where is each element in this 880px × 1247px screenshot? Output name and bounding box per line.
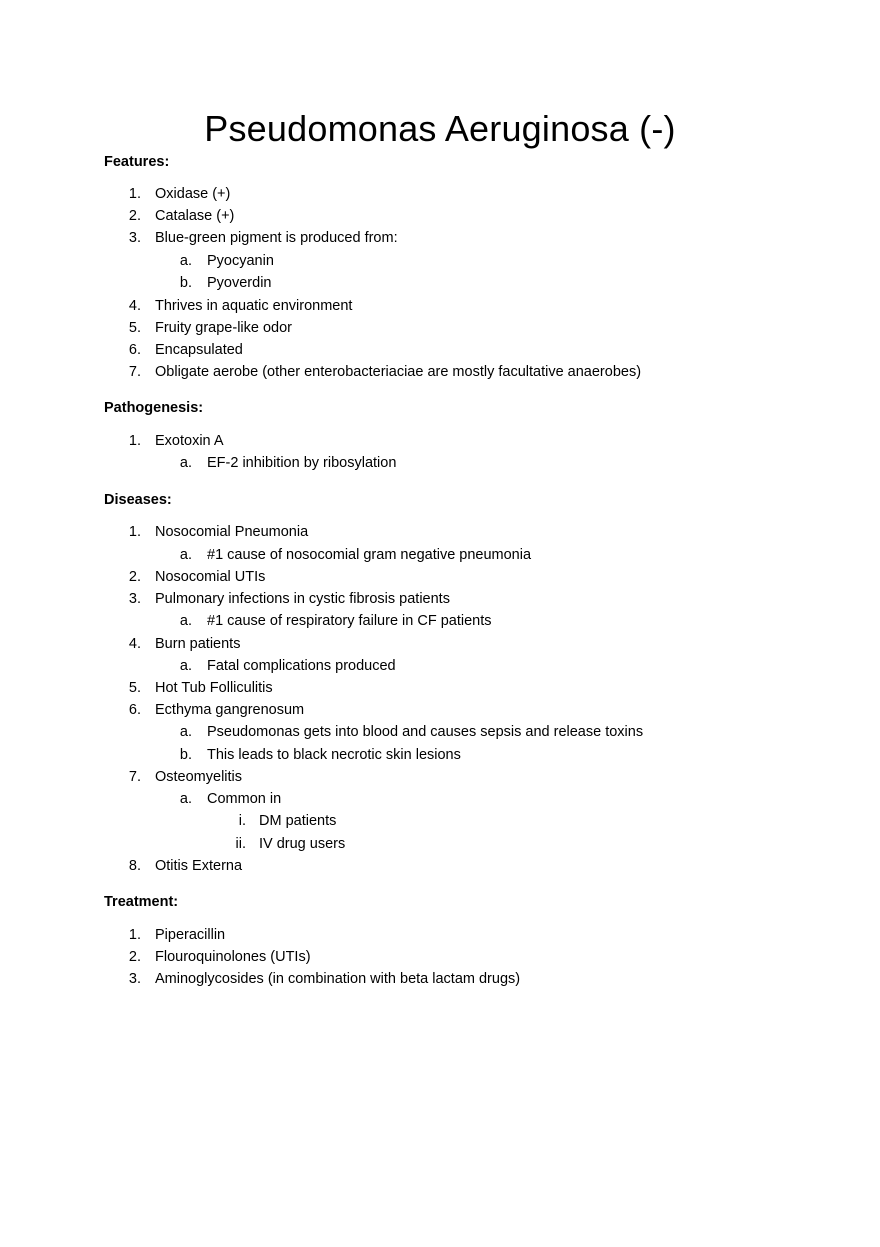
list-number: 2. [128, 949, 141, 965]
list-number: 5. [128, 320, 141, 336]
list-item: Ecthyma gangrenosum [155, 702, 305, 718]
sub-list-item: Pyoverdin [207, 275, 272, 291]
sub-list-letter: b. [179, 747, 192, 763]
sub-list-letter: a. [179, 455, 192, 471]
list-number: 1. [128, 433, 141, 449]
list-item: Thrives in aquatic environment [155, 298, 353, 314]
sub-list-item: EF-2 inhibition by ribosylation [207, 455, 397, 471]
section-heading-features: Features: [104, 154, 170, 170]
sub-list-letter: a. [179, 253, 192, 269]
sub-sub-list-numeral: ii. [235, 836, 246, 852]
page-title: Pseudomonas Aeruginosa (-) [204, 108, 676, 149]
list-number: 5. [128, 680, 141, 696]
list-item: Fruity grape-like odor [155, 320, 292, 336]
sub-sub-list-item: DM patients [259, 813, 337, 829]
list-item: Pulmonary infections in cystic fibrosis patients [155, 591, 450, 607]
list-number: 1. [128, 927, 141, 943]
list-number: 1. [128, 186, 141, 202]
list-item: Oxidase (+) [155, 186, 231, 202]
sub-list-item: Fatal complications produced [207, 658, 396, 674]
list-item: Obligate aerobe (other enterobacteriaciae are mostly facultative anaerobes) [155, 364, 642, 380]
list-item: Hot Tub Folliculitis [155, 680, 273, 696]
list-item: Nosocomial Pneumonia [155, 524, 309, 540]
list-number: 3. [128, 230, 141, 246]
section-heading-treatment: Treatment: [104, 894, 179, 910]
list-number: 3. [128, 971, 141, 987]
list-number: 2. [128, 569, 141, 585]
list-item: Piperacillin [155, 927, 226, 943]
list-number: 8. [128, 858, 141, 874]
sub-list-item: #1 cause of nosocomial gram negative pneumonia [207, 547, 532, 563]
list-number: 6. [128, 702, 141, 718]
list-item: Blue-green pigment is produced from: [155, 230, 398, 246]
list-number: 4. [128, 298, 141, 314]
list-item: Osteomyelitis [155, 769, 243, 785]
list-item: Burn patients [155, 636, 241, 652]
sub-list-letter: b. [179, 275, 192, 291]
list-item: Exotoxin A [155, 433, 224, 449]
list-number: 7. [128, 769, 141, 785]
list-item: Catalase (+) [155, 208, 235, 224]
list-item: Nosocomial UTIs [155, 569, 266, 585]
list-number: 3. [128, 591, 141, 607]
section-heading-pathogenesis: Pathogenesis: [104, 400, 204, 416]
sub-list-item: This leads to black necrotic skin lesions [207, 747, 461, 763]
list-item: Otitis Externa [155, 858, 243, 874]
list-item: Aminoglycosides (in combination with beta lactam drugs) [155, 971, 521, 987]
sub-list-item: Pseudomonas gets into blood and causes sepsis and release toxins [207, 724, 644, 740]
section-heading-diseases: Diseases: [104, 492, 172, 508]
list-item: Encapsulated [155, 342, 243, 358]
list-number: 2. [128, 208, 141, 224]
list-number: 1. [128, 524, 141, 540]
list-item: Flouroquinolones (UTIs) [155, 949, 311, 965]
sub-list-item: Pyocyanin [207, 253, 274, 269]
sub-list-letter: a. [179, 724, 192, 740]
sub-sub-list-item: IV drug users [259, 836, 346, 852]
list-number: 6. [128, 342, 141, 358]
sub-list-item: #1 cause of respiratory failure in CF patients [207, 613, 492, 629]
sub-sub-list-numeral: i. [238, 813, 246, 829]
sub-list-letter: a. [179, 547, 192, 563]
sub-list-item: Common in [207, 791, 282, 807]
sub-list-letter: a. [179, 613, 192, 629]
list-number: 4. [128, 636, 141, 652]
list-number: 7. [128, 364, 141, 380]
sub-list-letter: a. [179, 791, 192, 807]
sub-list-letter: a. [179, 658, 192, 674]
